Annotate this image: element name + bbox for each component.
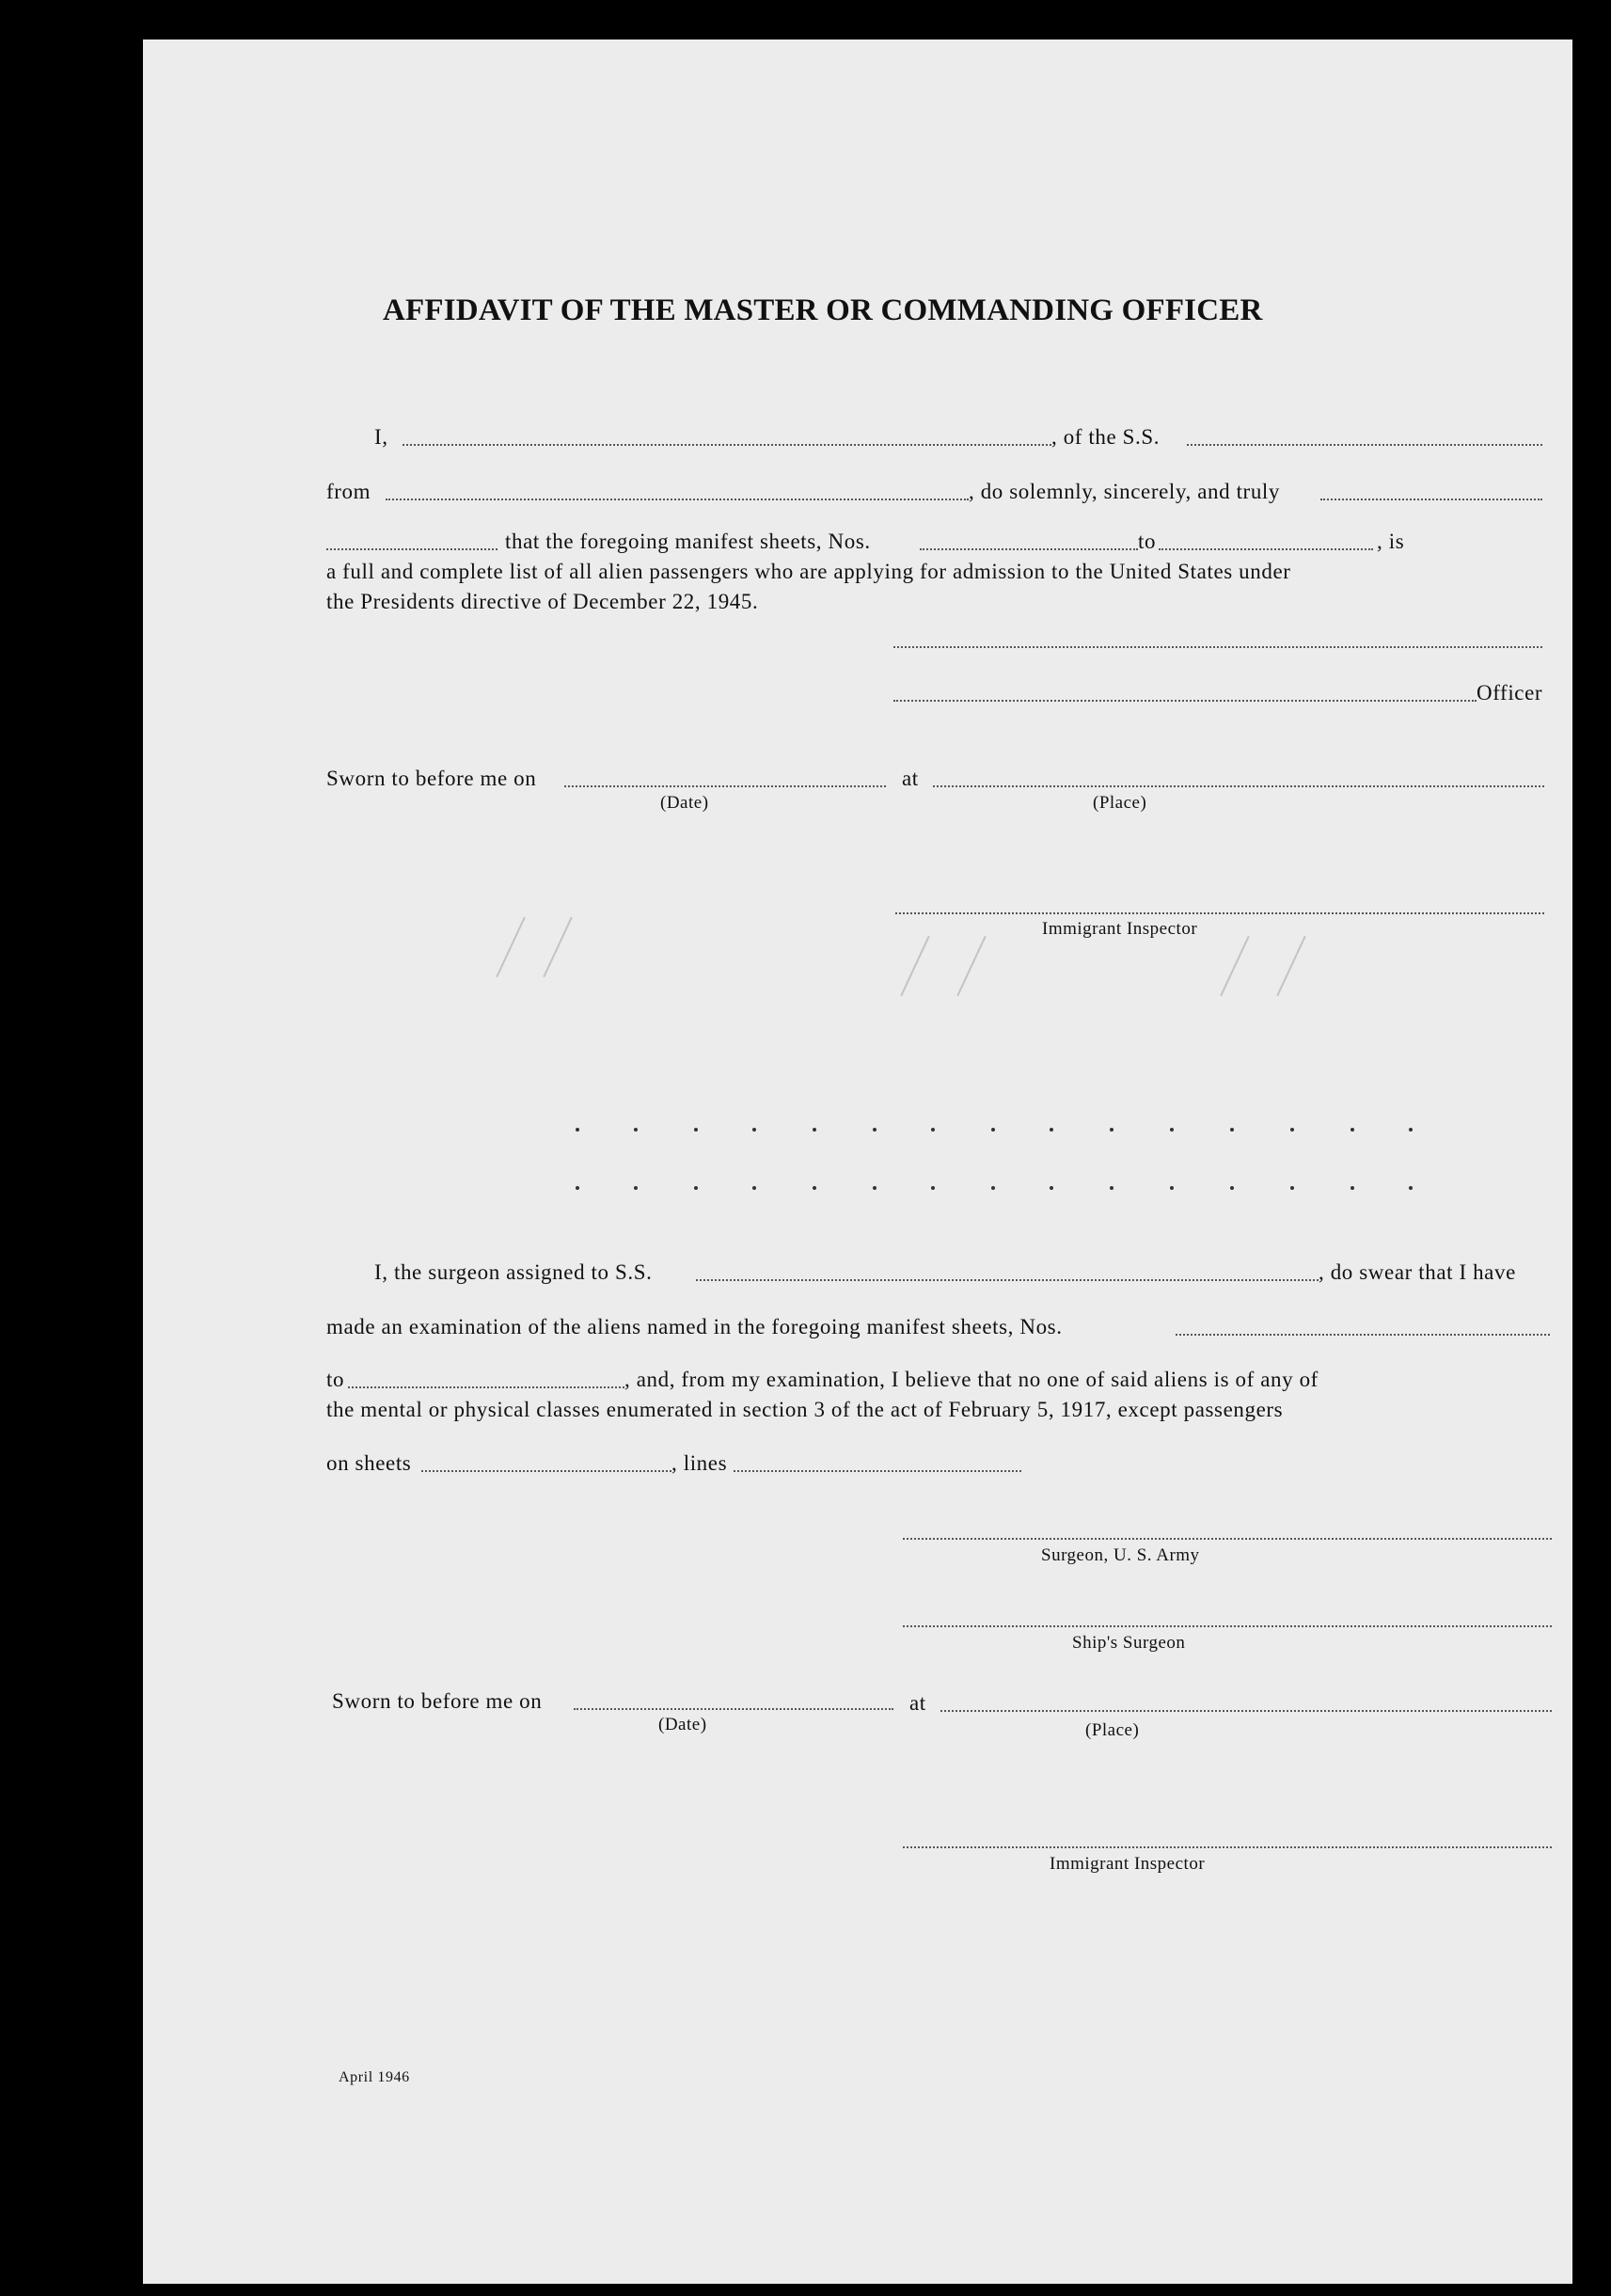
place-caption: (Place)	[1093, 793, 1147, 813]
affidavit-from-label: from	[326, 480, 371, 503]
speck	[752, 1186, 756, 1190]
speck	[1350, 1128, 1354, 1132]
ship-surgeon-label: Ship's Surgeon	[1072, 1633, 1186, 1653]
surgeon-date-caption: (Date)	[658, 1715, 707, 1734]
inspector-label: Immigrant Inspector	[1042, 919, 1198, 939]
speck	[931, 1186, 935, 1190]
speck	[873, 1128, 877, 1132]
surgeon-sheets-from-field[interactable]	[1176, 1334, 1550, 1336]
affidavit-is-label: , is	[1377, 530, 1405, 553]
form-revision-date: April 1946	[339, 2069, 410, 2085]
surgeon-sworn-place-field[interactable]	[940, 1710, 1552, 1712]
faint-pen-mark	[900, 936, 929, 996]
sworn-label: Sworn to before me on	[326, 767, 537, 790]
speck	[931, 1128, 935, 1132]
oath-word-field[interactable]	[1320, 499, 1542, 500]
sworn-place-field[interactable]	[933, 785, 1544, 787]
ship-name-field[interactable]	[1187, 444, 1542, 446]
ship-surgeon-signature-line[interactable]	[903, 1625, 1552, 1627]
speck	[991, 1186, 995, 1190]
surgeon-sworn-at-label: at	[909, 1691, 926, 1715]
speck	[634, 1186, 638, 1190]
speck	[1110, 1128, 1113, 1132]
faint-pen-mark	[496, 917, 525, 977]
port-from-field[interactable]	[386, 499, 969, 500]
speck	[1409, 1128, 1413, 1132]
speck	[576, 1128, 579, 1132]
speck	[1230, 1186, 1234, 1190]
surgeon-place-caption: (Place)	[1085, 1720, 1140, 1740]
faint-pen-mark	[1276, 936, 1305, 996]
exception-sheets-field[interactable]	[421, 1470, 671, 1472]
surgeon-sheets-label: on sheets	[326, 1451, 412, 1475]
surgeon-inspector-label: Immigrant Inspector	[1050, 1854, 1206, 1874]
surgeon-classes-line: the mental or physical classes enumerated in section 3 of the act of February 5, 1917, except passengers	[326, 1398, 1284, 1421]
speck	[873, 1186, 877, 1190]
faint-pen-mark	[956, 936, 986, 996]
speck	[813, 1128, 816, 1132]
oath-verb-field[interactable]	[326, 548, 498, 550]
affidavit-directive-line: the Presidents directive of December 22, 1945.	[326, 590, 759, 613]
surgeon-inspector-signature-line[interactable]	[903, 1846, 1552, 1848]
form-page	[143, 40, 1572, 2284]
faint-pen-mark	[543, 917, 572, 977]
speck	[1170, 1186, 1174, 1190]
date-caption: (Date)	[660, 793, 709, 813]
sworn-date-field[interactable]	[564, 785, 886, 787]
surgeon-examination-line: made an examination of the aliens named in the foregoing manifest sheets, Nos.	[326, 1315, 1063, 1338]
speck	[991, 1128, 995, 1132]
speck	[1290, 1128, 1294, 1132]
speck	[752, 1128, 756, 1132]
speck	[694, 1186, 698, 1190]
affidavit-of-ss-label: , of the S.S.	[1051, 425, 1161, 449]
affidavit-to-label: to	[1138, 530, 1157, 553]
affidavit-foregoing-label: that the foregoing manifest sheets, Nos.	[505, 530, 871, 553]
affidavit-solemnly-label: , do solemnly, sincerely, and truly	[969, 480, 1281, 503]
surgeon-sworn-label: Sworn to before me on	[332, 1689, 543, 1713]
surgeon-lines-label: , lines	[671, 1451, 728, 1475]
master-name-field[interactable]	[403, 444, 1051, 446]
speck	[1290, 1186, 1294, 1190]
speck	[1110, 1186, 1113, 1190]
officer-signature-line[interactable]	[893, 646, 1542, 648]
speck	[1230, 1128, 1234, 1132]
inspector-signature-line[interactable]	[895, 912, 1544, 914]
officer-label: Officer	[1477, 681, 1543, 705]
sheets-from-field[interactable]	[920, 548, 1138, 550]
sheets-to-field[interactable]	[1159, 548, 1373, 550]
speck	[694, 1128, 698, 1132]
speck	[1050, 1128, 1053, 1132]
surgeon-oath-end: , do swear that I have	[1319, 1260, 1516, 1284]
faint-pen-mark	[1220, 936, 1249, 996]
speck	[1350, 1186, 1354, 1190]
speck	[1170, 1128, 1174, 1132]
surgeon-ship-field[interactable]	[696, 1279, 1319, 1281]
affidavit-i-label: I,	[374, 425, 388, 449]
speck	[1409, 1186, 1413, 1190]
affidavit-statement-line: a full and complete list of all alien passengers who are applying for admission to the United States under	[326, 560, 1291, 583]
speck	[576, 1186, 579, 1190]
surgeon-examination-result: , and, from my examination, I believe that no one of said aliens is of any of	[624, 1368, 1319, 1391]
officer-name-line[interactable]	[893, 700, 1477, 702]
exception-lines-field[interactable]	[734, 1470, 1021, 1472]
surgeon-sworn-date-field[interactable]	[574, 1708, 893, 1710]
surgeon-oath-start: I, the surgeon assigned to S.S.	[374, 1260, 653, 1284]
speck	[634, 1128, 638, 1132]
surgeon-to-label: to	[326, 1368, 345, 1391]
army-surgeon-signature-line[interactable]	[903, 1538, 1552, 1540]
surgeon-sheets-to-field[interactable]	[348, 1386, 624, 1388]
form-title: AFFIDAVIT OF THE MASTER OR COMMANDING OFFICER	[383, 293, 1263, 327]
speck	[813, 1186, 816, 1190]
speck	[1050, 1186, 1053, 1190]
army-surgeon-label: Surgeon, U. S. Army	[1041, 1545, 1200, 1565]
sworn-at-label: at	[902, 767, 919, 790]
